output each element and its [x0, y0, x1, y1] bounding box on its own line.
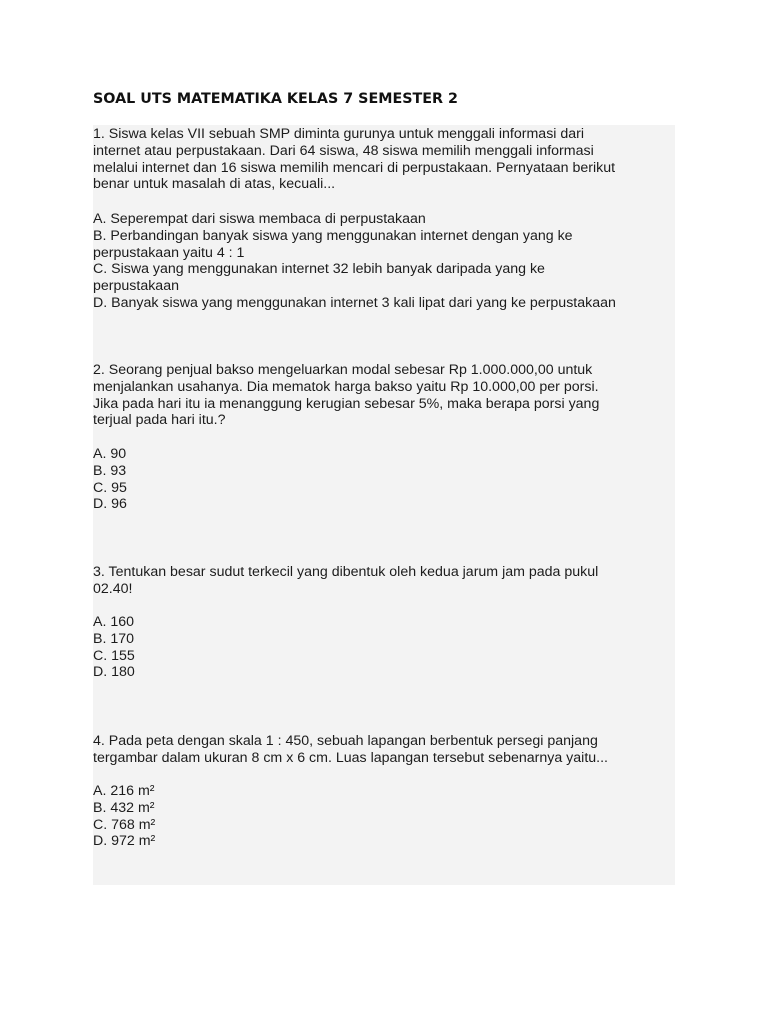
- question-text-line: tergambar dalam ukuran 8 cm x 6 cm. Luas lapangan tersebut sebenarnya yaitu...: [93, 749, 608, 766]
- answer-option: perpustakaan yaitu 4 : 1: [93, 244, 245, 261]
- question-3: [93, 564, 673, 598]
- answer-option: D. 96: [93, 496, 127, 513]
- question-2: [93, 362, 673, 429]
- answer-option: A. Seperempat dari siswa membaca di perpustakaan: [93, 211, 426, 227]
- answer-option: C. 95: [93, 479, 127, 496]
- answer-option: C. Siswa yang menggunakan internet 32 lebih banyak daripada yang ke: [93, 261, 545, 278]
- answer-option: A. 90: [93, 446, 127, 462]
- question-2-options: [93, 446, 673, 513]
- question-3-options: [93, 614, 673, 681]
- question-text-line: melalui internet dan 16 siswa memilih mencari di perpustakaan. Pernyataan berikut: [93, 159, 616, 176]
- question-text-line: 4. Pada peta dengan skala 1 : 450, sebuah lapangan berbentuk persegi panjang: [93, 733, 598, 749]
- document-title: SOAL UTS MATEMATIKA KELAS 7 SEMESTER 2: [93, 91, 458, 107]
- question-text-line: 02.40!: [93, 580, 133, 597]
- question-text-line: benar untuk masalah di atas, kecuali...: [93, 176, 336, 193]
- answer-option: B. 170: [93, 630, 135, 647]
- question-text-line: internet atau perpustakaan. Dari 64 siswa, 48 siswa memilih menggali informasi: [93, 142, 594, 159]
- answer-option: C. 155: [93, 647, 135, 664]
- question-1-options: [93, 211, 673, 312]
- question-text-line: Jika pada hari itu ia menanggung kerugian sebesar 5%, maka berapa porsi yang: [93, 395, 600, 412]
- question-text-line: 1. Siswa kelas VII sebuah SMP diminta gurunya untuk menggali informasi dari: [93, 126, 585, 142]
- answer-option: A. 216 m²: [93, 783, 155, 799]
- question-text-line: 2. Seorang penjual bakso mengeluarkan modal sebesar Rp 1.000.000,00 untuk: [93, 362, 593, 378]
- answer-option: perpustakaan: [93, 278, 179, 295]
- answer-option: D. 180: [93, 664, 135, 681]
- answer-option: D. Banyak siswa yang menggunakan internet 3 kali lipat dari yang ke perpustakaan: [93, 294, 616, 311]
- answer-option: B. Perbandingan banyak siswa yang menggunakan internet dengan yang ke: [93, 227, 573, 244]
- answer-option: A. 160: [93, 614, 135, 630]
- answer-option: D. 972 m²: [93, 833, 156, 850]
- question-4-options: [93, 783, 673, 850]
- answer-option: C. 768 m²: [93, 816, 156, 833]
- answer-option: B. 432 m²: [93, 799, 155, 816]
- answer-option: B. 93: [93, 462, 127, 479]
- question-4: [93, 733, 673, 767]
- question-text-line: menjalankan usahanya. Dia mematok harga bakso yaitu Rp 10.000,00 per porsi.: [93, 378, 599, 395]
- question-text-line: terjual pada hari itu.?: [93, 412, 226, 429]
- question-text-line: 3. Tentukan besar sudut terkecil yang dibentuk oleh kedua jarum jam pada pukul: [93, 564, 599, 580]
- question-1: [93, 126, 673, 193]
